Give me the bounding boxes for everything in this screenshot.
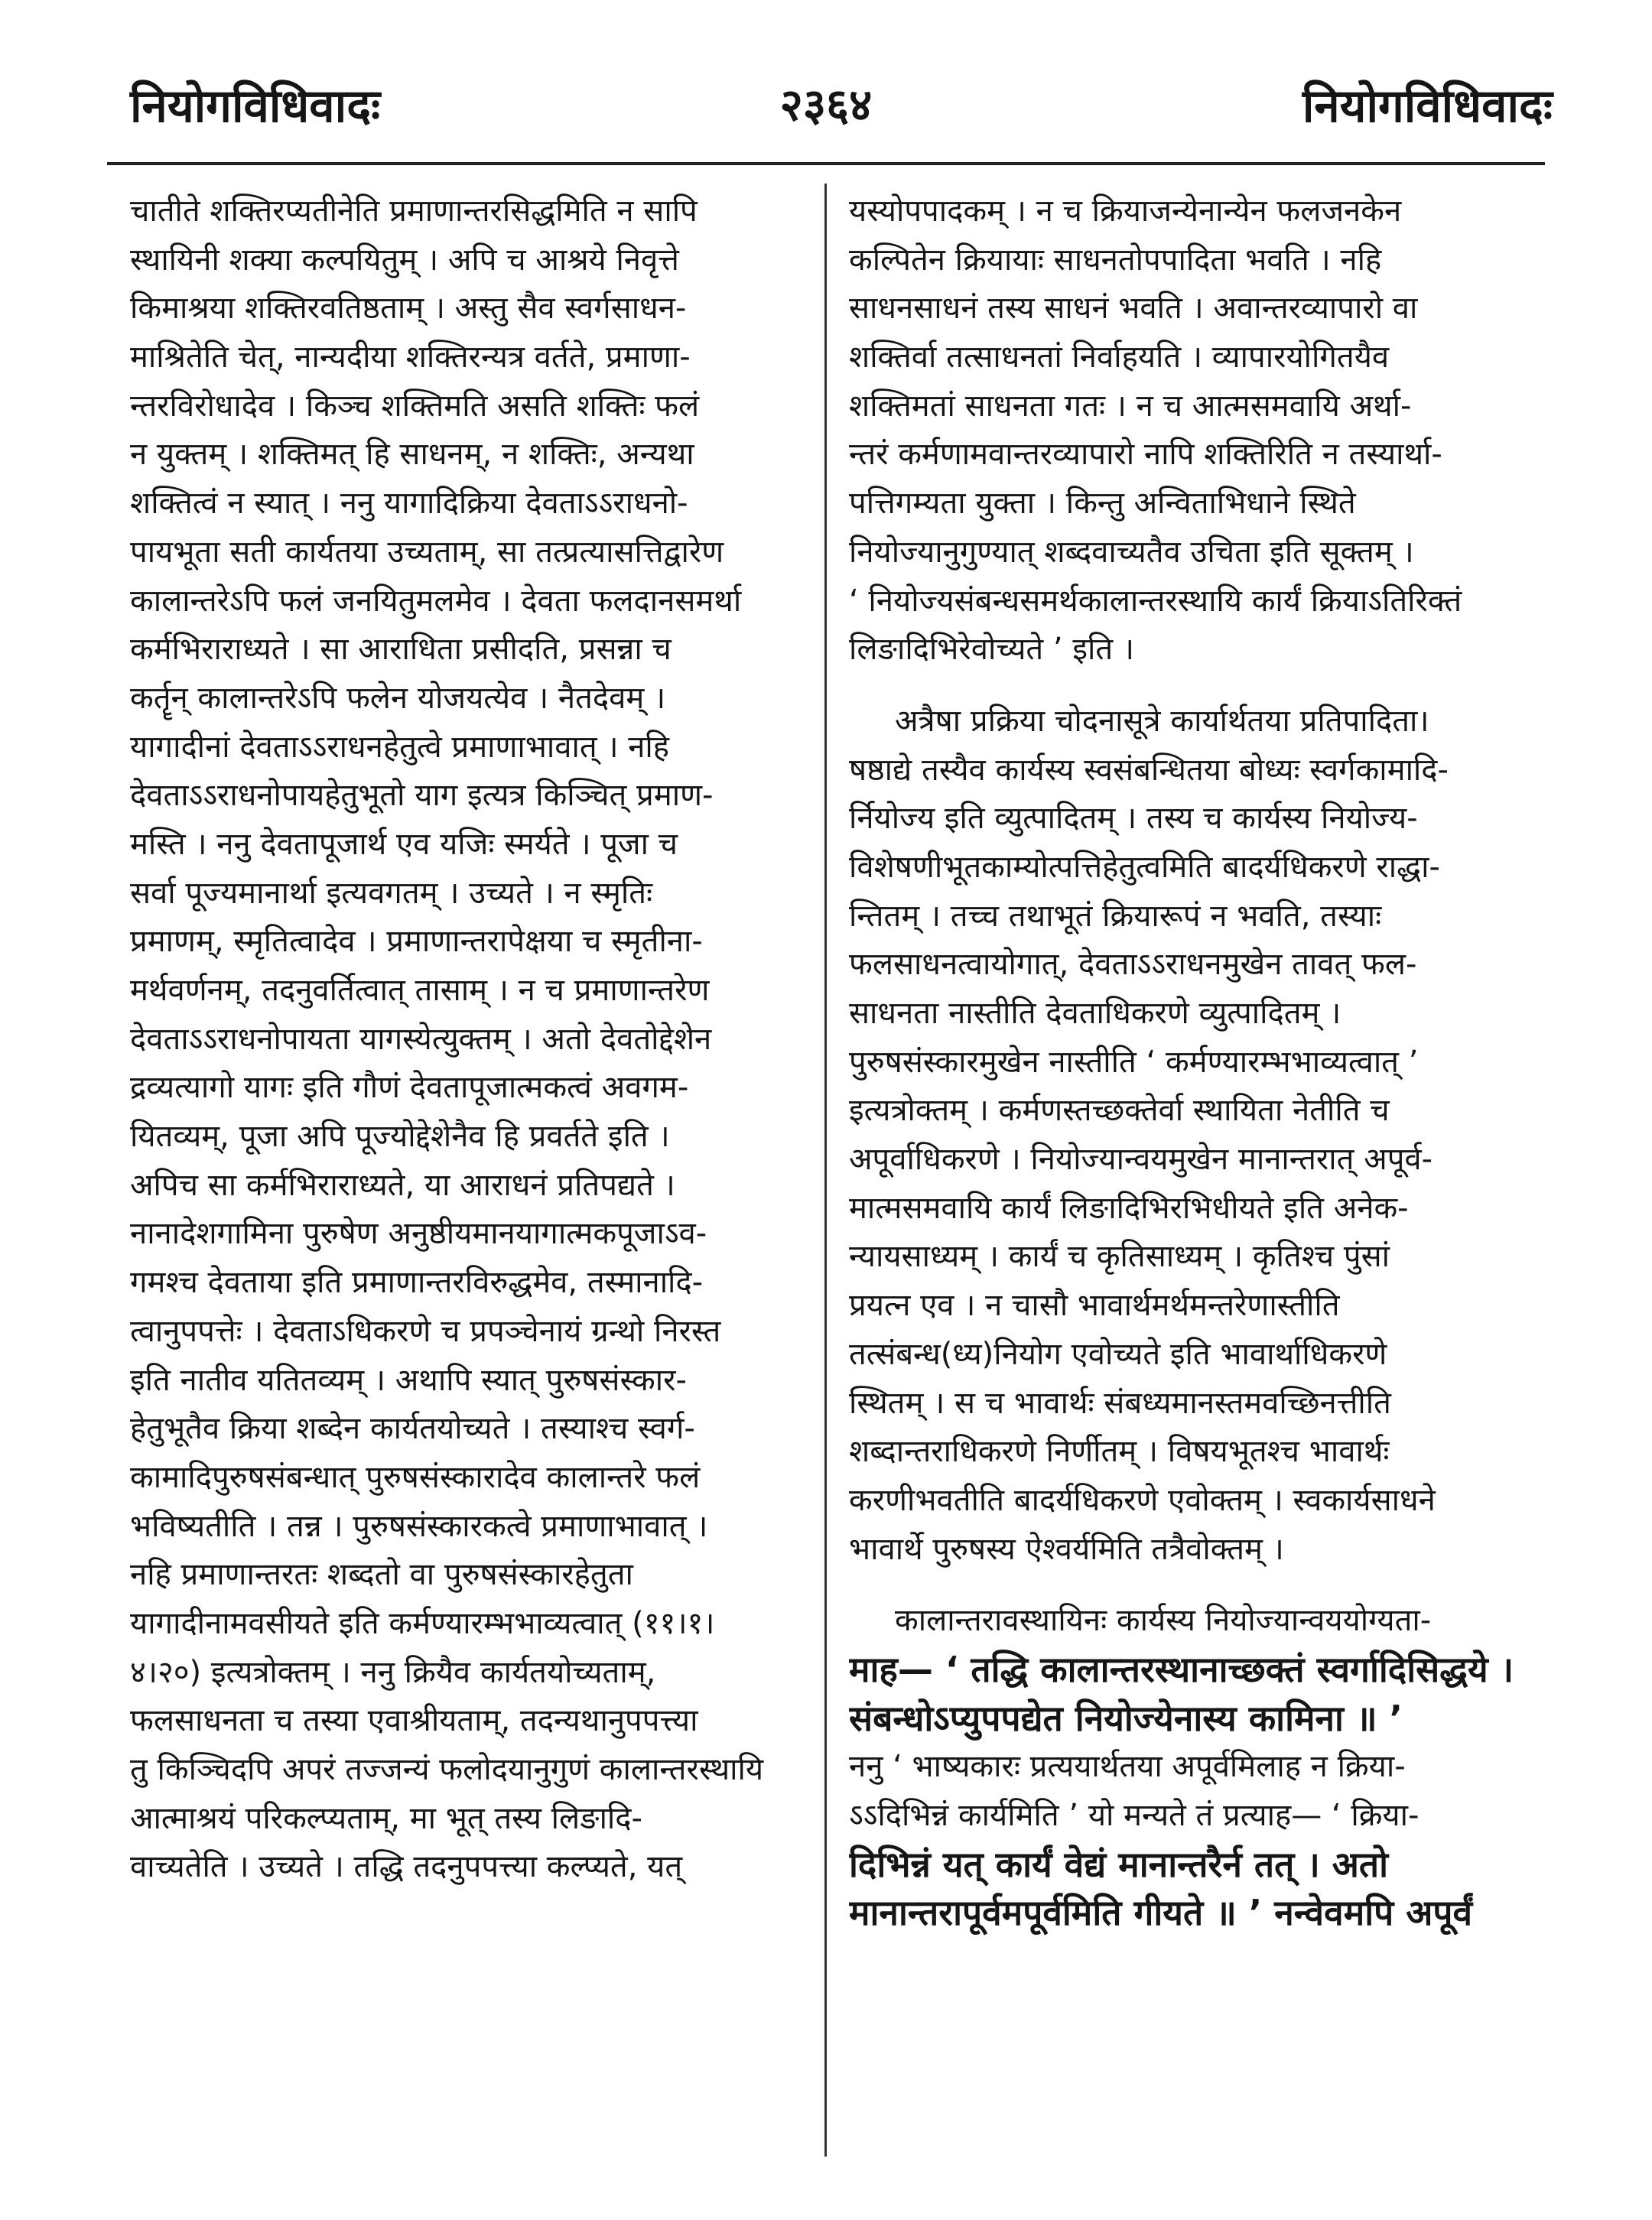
text-line: षष्ठाद्ये तस्यैव कार्यस्य स्वसंबन्धितया बोध्यः स्वर्गकामादि-: [849, 752, 1449, 788]
text-line: लिङादिभिरेवोच्यते ’ इति ।: [849, 632, 1135, 668]
text-line: स्थितम् । स च भावार्थः संबध्यमानस्तमवच्छिनत्तीति: [849, 1385, 1391, 1421]
verse-line: मानान्तरापूर्वमपूर्वमिति गीयते ॥ ’ नन्वेवमपि अपूर्वं: [849, 1892, 1473, 1934]
text-line: न युक्तम् । शक्तिमत् हि साधनम्, न शक्तिः, अन्यथा: [130, 437, 694, 473]
text-line: कल्पितेन क्रियायाः साधनतोपपादिता भवति । नहि: [849, 242, 1382, 278]
text-line: ऽऽदिभिन्नं कार्यमिति ’ यो मन्यते तं प्रत्याह— ‘ क्रिया-: [849, 1798, 1419, 1833]
column-divider: [824, 184, 827, 2157]
running-title-right: नियोगविधिवादः: [1302, 80, 1553, 133]
text-line: नियोज्यानुगुण्यात् शब्दवाच्यतैव उचिता इति सूक्तम् ।: [849, 534, 1414, 570]
text-line: हेतुभूतैव क्रिया शब्देन कार्यतयोच्यते । तस्याश्च स्वर्ग-: [130, 1411, 695, 1447]
paragraph-gap: [849, 1574, 1522, 1597]
text-line: फलसाधनता च तस्या एवाश्रीयताम्, तदन्यथानुपपत्त्या: [130, 1703, 698, 1739]
text-line: अपिच सा कर्मभिराराध्यते, या आराधनं प्रतिपद्यते ।: [130, 1167, 675, 1203]
text-line: पत्तिगम्यता युक्ता । किन्तु अन्विताभिधाने स्थिते: [849, 486, 1356, 522]
text-line: विशेषणीभूतकाम्योत्पत्तिहेतुत्वमिति बादर्यधिकरणे राद्धा-: [849, 849, 1440, 885]
text-line: न्तितम् । तच्च तथाभूतं क्रियारूपं न भवति, तस्याः: [849, 898, 1382, 934]
text-line: मर्थवर्णनम्, तदनुवर्तित्वात् तासाम् । न च प्रमाणान्तरेण: [130, 973, 710, 1008]
text-line: वाच्यतेति । उच्यते । तद्धि तदनुपपत्त्या कल्प्यते, यत्: [130, 1849, 683, 1885]
text-line: मात्मसमवायि कार्यं लिङादिभिरभिधीयते इति अनेक-: [849, 1190, 1409, 1226]
header-rule: [107, 162, 1545, 165]
text-line: शक्तिमतां साधनता गतः । न च आत्मसमवायि अर्था-: [849, 388, 1412, 424]
text-line: साधनसाधनं तस्य साधनं भवति । अवान्तरव्यापारो वा: [849, 291, 1418, 327]
text-line: मस्ति । ननु देवतापूजार्थ एव यजिः स्मर्यते । पूजा च: [130, 826, 678, 862]
text-line: अत्रैषा प्रक्रिया चोदनासूत्रे कार्यार्थतया प्रतिपादिता।: [895, 703, 1429, 739]
text-line: न्तरं कर्मणामवान्तरव्यापारो नापि शक्तिरिति न तस्यार्था-: [849, 437, 1442, 473]
text-line: फलसाधनत्वायोगात्, देवताऽऽराधनमुखेन तावत् फल-: [849, 947, 1417, 983]
text-line: तु किञ्चिदपि अपरं तज्जन्यं फलोदयानुगुणं कालान्तरस्थायि: [130, 1752, 764, 1787]
text-line: शक्तित्वं न स्यात् । ननु यागादिक्रिया देवताऽऽराधनो-: [130, 486, 688, 522]
text-line: पुरुषसंस्कारमुखेन नास्तीति ‘ कर्मण्यारम्भभाव्यत्वात् ’: [849, 1044, 1419, 1080]
right-column: [849, 187, 1522, 2145]
text-line: र्नियोज्य इति व्युत्पादितम् । तस्य च कार्यस्य नियोज्य-: [849, 801, 1418, 837]
text-line: स्थायिनी शक्या कल्पयितुम् । अपि च आश्रये निवृत्ते: [130, 242, 679, 278]
text-line: भविष्यतीति । तन्न । पुरुषसंस्कारकत्वे प्रमाणाभावात् ।: [130, 1508, 708, 1544]
text-line: करणीभवतीति बादर्यधिकरणे एवोक्तम् । स्वकार्यसाधने: [849, 1482, 1436, 1518]
verse-line: माह— ‘ तद्धि कालान्तरस्थानाच्छक्तं स्वर्गादिसिद्धये ।: [849, 1648, 1514, 1690]
text-line: गमश्च देवताया इति प्रमाणान्तरविरुद्धमेव, तस्मानादि-: [130, 1265, 704, 1301]
text-line: कालान्तरेऽपि फलं जनयितुमलमेव । देवता फलदानसमर्था: [130, 583, 742, 619]
text-line: भावार्थे पुरुषस्य ऐश्वर्यमिति तत्रैवोक्तम् ।: [849, 1531, 1284, 1567]
text-line: यागादीनामवसीयते इति कर्मण्यारम्भभाव्यत्वात् (११।१।: [130, 1605, 715, 1641]
text-line: साधनता नास्तीति देवताधिकरणे व्युत्पादितम् ।: [849, 996, 1341, 1031]
text-line: यितव्यम्, पूजा अपि पूज्योद्देशेनैव हि प्रवर्तते इति ।: [130, 1119, 670, 1155]
text-line: कामादिपुरुषसंबन्धात् पुरुषसंस्कारादेव कालान्तरे फलं: [130, 1459, 701, 1495]
text-line: देवताऽऽराधनोपायहेतुभूतो याग इत्यत्र किञ्चित् प्रमाण-: [130, 778, 714, 814]
text-line: ‘ नियोज्यसंबन्धसमर्थकालान्तरस्थायि कार्यं क्रियाऽतिरिक्तं: [849, 583, 1462, 619]
text-line: देवताऽऽराधनोपायता यागस्येत्युक्तम् । अतो देवतोद्देशेन: [130, 1021, 712, 1057]
text-line: नानादेशगामिना पुरुषेण अनुष्ठीयमानयागात्मकपूजाऽव-: [130, 1216, 707, 1252]
text-line: इति नातीव यतितव्यम् । अथापि स्यात् पुरुषसंस्कार-: [130, 1362, 687, 1398]
text-line: माश्रितेति चेत्, नान्यदीया शक्तिरन्यत्र वर्तते, प्रमाणा-: [130, 340, 691, 375]
text-line: प्रमाणम्, स्मृतित्वादेव । प्रमाणान्तरापेक्षया च स्मृतीना-: [130, 924, 703, 960]
text-line: तत्संबन्ध(ध्य)नियोग एवोच्यते इति भावार्थाधिकरणे: [849, 1336, 1387, 1372]
left-column: [130, 187, 803, 2145]
text-line: शब्दान्तराधिकरणे निर्णीतम् । विषयभूतश्च भावार्थः: [849, 1434, 1390, 1470]
page-number: २३६४: [779, 79, 873, 131]
page-header: [0, 0, 1652, 176]
text-line: कर्तॄन् कालान्तरेऽपि फलेन योजयत्येव । नैतदेवम् ।: [130, 680, 666, 716]
text-line: यागादीनां देवताऽऽराधनहेतुत्वे प्रमाणाभावात् । नहि: [130, 729, 670, 765]
text-line: पायभूता सती कार्यतया उच्यताम्, सा तत्प्रत्यासत्तिद्वारेण: [130, 534, 724, 570]
text-line: अपूर्वाधिकरणे । नियोज्यान्वयमुखेन मानान्तरात् अपूर्व-: [849, 1142, 1433, 1178]
text-line: द्रव्यत्यागो यागः इति गौणं देवतापूजात्मकत्वं अवगम-: [130, 1070, 689, 1106]
text-line: इत्यत्रोक्तम् । कर्मणस्तच्छक्तेर्वा स्थायिता नेतीति च: [849, 1093, 1390, 1129]
verse-line: दिभिन्नं यत् कार्यं वेद्यं मानान्तरैर्न तत् । अतो: [849, 1843, 1389, 1885]
text-line: ४।२०) इत्यत्रोक्तम् । ननु क्रियैव कार्यतयोच्यताम्,: [130, 1654, 656, 1690]
text-line: प्रयत्न एव । न चासौ भावार्थमर्थमन्तरेणास्तीति: [849, 1288, 1340, 1324]
text-line: आत्माश्रयं परिकल्प्यताम्, मा भूत् तस्य लिङादि-: [130, 1800, 642, 1836]
running-title-left: नियोगविधिवादः: [130, 80, 381, 133]
text-line: त्वानुपपत्तेः । देवताऽधिकरणे च प्रपञ्चेनायं ग्रन्थो निरस्त: [130, 1313, 721, 1349]
paragraph-gap: [849, 674, 1522, 697]
text-line: कालान्तरावस्थायिनः कार्यस्य नियोज्यान्वययोग्यता-: [895, 1603, 1432, 1639]
text-line: किमाश्रया शक्तिरवतिष्ठताम् । अस्तु सैव स्वर्गसाधन-: [130, 291, 687, 327]
text-line: शक्तिर्वा तत्साधनतां निर्वाहयति । व्यापारयोगितयैव: [849, 340, 1390, 375]
text-line: ननु ‘ भाष्यकारः प्रत्ययार्थतया अपूर्वमिलाह न क्रिया-: [849, 1749, 1406, 1785]
text-line: न्यायसाध्यम् । कार्यं च कृतिसाध्यम् । कृतिश्च पुंसां: [849, 1239, 1390, 1275]
text-line: यस्योपपादकम् । न च क्रियाजन्येनान्येन फलजनकेन: [849, 193, 1402, 229]
text-line: सर्वा पूज्यमानार्था इत्यवगतम् । उच्यते । न स्मृतिः: [130, 875, 653, 911]
text-line: न्तरविरोधादेव । किञ्च शक्तिमति असति शक्तिः फलं: [130, 388, 700, 424]
verse-line: संबन्धोऽप्युपपद्येत नियोज्येनास्य कामिना ॥ ’: [849, 1697, 1403, 1739]
text-line: चातीते शक्तिरप्यतीनेति प्रमाणान्तरसिद्धमिति न सापि: [130, 193, 698, 229]
text-line: नहि प्रमाणान्तरतः शब्दतो वा पुरुषसंस्कारहेतुता: [130, 1557, 633, 1593]
text-line: कर्मभिराराध्यते । सा आराधिता प्रसीदति, प्रसन्ना च: [130, 632, 672, 668]
